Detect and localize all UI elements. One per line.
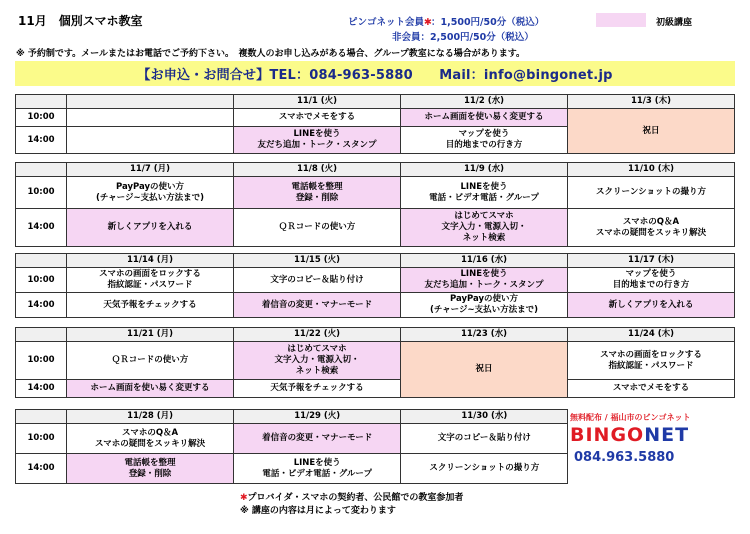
class-cell: 着信音の変更・マナーモード: [234, 293, 401, 318]
date-header: 11/22 (火): [234, 328, 401, 342]
date-header: 11/3 (木): [568, 95, 735, 109]
date-header: 11/23 (水): [401, 328, 568, 342]
class-cell: マップを使う 目的地までの行き方: [568, 268, 735, 293]
logo-brand-a: BINGO: [570, 424, 645, 446]
class-cell: LINEを使う 友だち追加・トーク・スタンプ: [234, 127, 401, 154]
class-cell: 着信音の変更・マナーモード: [234, 424, 401, 454]
contact-bar: 【お申込・お問合せ】TEL：084-963-5880 Mail：info@bingonet.jp: [15, 61, 735, 86]
class-cell: スマホでメモをする: [568, 380, 735, 398]
week-table-3: [15, 253, 735, 318]
class-cell: スマホでメモをする: [234, 109, 401, 127]
class-cell: スマホのQ＆A スマホの疑問をスッキリ解決: [568, 209, 735, 247]
class-cell: 電話帳を整理 登録・削除: [67, 454, 234, 484]
time-label: 10:00: [16, 109, 67, 127]
time-label: 10:00: [16, 424, 67, 454]
logo-brand: [570, 424, 689, 446]
week-table-1: [15, 94, 735, 154]
class-cell: 新しくアプリを入れる: [568, 293, 735, 318]
time-label: 10:00: [16, 268, 67, 293]
date-header: 11/24 (木): [568, 328, 735, 342]
legend-swatch: [596, 13, 646, 27]
non-member-price: 非会員：2,500円/50分（税込）: [392, 32, 534, 43]
class-cell: はじめてスマホ 文字入力・電源入切・ ネット検索: [401, 209, 568, 247]
logo-subtitle: 無料配布 / 福山市のビンゴネット: [570, 413, 691, 422]
class-cell: LINEを使う 電話・ビデオ電話・グループ: [234, 454, 401, 484]
time-label: 14:00: [16, 454, 67, 484]
class-cell: LINEを使う 友だち追加・トーク・スタンプ: [401, 268, 568, 293]
date-header: 11/2 (水): [401, 95, 568, 109]
class-cell: ホーム画面を使い易く変更する: [401, 109, 568, 127]
week-table-4: [15, 327, 735, 398]
time-label: 14:00: [16, 127, 67, 154]
footnote-text: プロバイダ・スマホの契約者、公民館での教室参加者: [247, 493, 464, 503]
date-header: 11/9 (水): [401, 163, 568, 177]
class-cell: スクリーンショットの撮り方: [401, 454, 568, 484]
date-header-empty: [16, 254, 67, 268]
class-cell: 新しくアプリを入れる: [67, 209, 234, 247]
class-cell: PayPayの使い方 (チャージ~支払い方法まで): [401, 293, 568, 318]
date-header: 11/7 (月): [67, 163, 234, 177]
class-cell: PayPayの使い方 (チャージ~支払い方法まで): [67, 177, 234, 209]
class-cell: 文字のコピー＆貼り付け: [401, 424, 568, 454]
class-cell: スマホの画面をロックする 指紋認証・パスワード: [67, 268, 234, 293]
date-header-empty: [16, 410, 67, 424]
class-cell: ＱＲコードの使い方: [234, 209, 401, 247]
date-header-empty: [16, 163, 67, 177]
page-title: 11月 個別スマホ教室: [18, 14, 143, 28]
date-header: 11/10 (木): [568, 163, 735, 177]
class-cell: マップを使う 目的地までの行き方: [401, 127, 568, 154]
member-name: ピンゴネット会員: [348, 17, 425, 28]
logo-brand-b: NET: [644, 424, 690, 446]
date-header: 11/30 (水): [401, 410, 568, 424]
legend-label: 初級講座: [656, 18, 693, 28]
class-cell: 文字のコピー＆貼り付け: [234, 268, 401, 293]
class-cell: 天気予報をチェックする: [234, 380, 401, 398]
footnote-content-varies: ※ 講座の内容は月によって変わります: [240, 506, 396, 516]
time-label: 14:00: [16, 380, 67, 398]
holiday-cell: 祝日: [401, 342, 568, 398]
time-label: 14:00: [16, 293, 67, 318]
time-label: 10:00: [16, 342, 67, 380]
date-header-empty: [16, 95, 67, 109]
time-label: 10:00: [16, 177, 67, 209]
date-header: 11/17 (木): [568, 254, 735, 268]
class-cell: LINEを使う 電話・ビデオ電話・グループ: [401, 177, 568, 209]
date-header: 11/15 (火): [234, 254, 401, 268]
bingonet-logo: [566, 412, 696, 474]
date-header: 11/8 (火): [234, 163, 401, 177]
class-cell-empty: [67, 109, 234, 127]
holiday-cell: 祝日: [568, 109, 735, 154]
date-header: 11/28 (月): [67, 410, 234, 424]
class-cell: スクリーンショットの撮り方: [568, 177, 735, 209]
class-cell: スマホのQ＆A スマホの疑問をスッキリ解決: [67, 424, 234, 454]
class-cell: 天気予報をチェックする: [67, 293, 234, 318]
class-cell: はじめてスマホ 文字入力・電源入切・ ネット検索: [234, 342, 401, 380]
member-label: [348, 14, 432, 28]
date-header-empty: [16, 328, 67, 342]
date-header: 11/29 (火): [234, 410, 401, 424]
class-cell-empty: [67, 127, 234, 154]
time-label: 14:00: [16, 209, 67, 247]
class-cell: 電話帳を整理 登録・削除: [234, 177, 401, 209]
logo-phone: 084.963.5880: [574, 450, 675, 465]
reservation-notice: ※ 予約制です。メールまたはお電話でご予約下さい。 複数人のお申し込みがある場合、グループ教室になる場合があります。: [16, 49, 526, 59]
class-cell: スマホの画面をロックする 指紋認証・パスワード: [568, 342, 735, 380]
date-header: 11/16 (水): [401, 254, 568, 268]
asterisk-icon: ✱: [424, 17, 432, 28]
member-price: ：1,500円/50分（税込）: [431, 17, 545, 28]
asterisk-icon: ✱: [240, 493, 248, 503]
class-cell: ＱＲコードの使い方: [67, 342, 234, 380]
class-cell: ホーム画面を使い易く変更する: [67, 380, 234, 398]
footnote-member-definition: [240, 490, 463, 503]
date-header: 11/14 (月): [67, 254, 234, 268]
week-table-2: [15, 162, 735, 247]
date-header: 11/1 (火): [234, 95, 401, 109]
date-header: 11/21 (月): [67, 328, 234, 342]
date-header-empty: [67, 95, 234, 109]
